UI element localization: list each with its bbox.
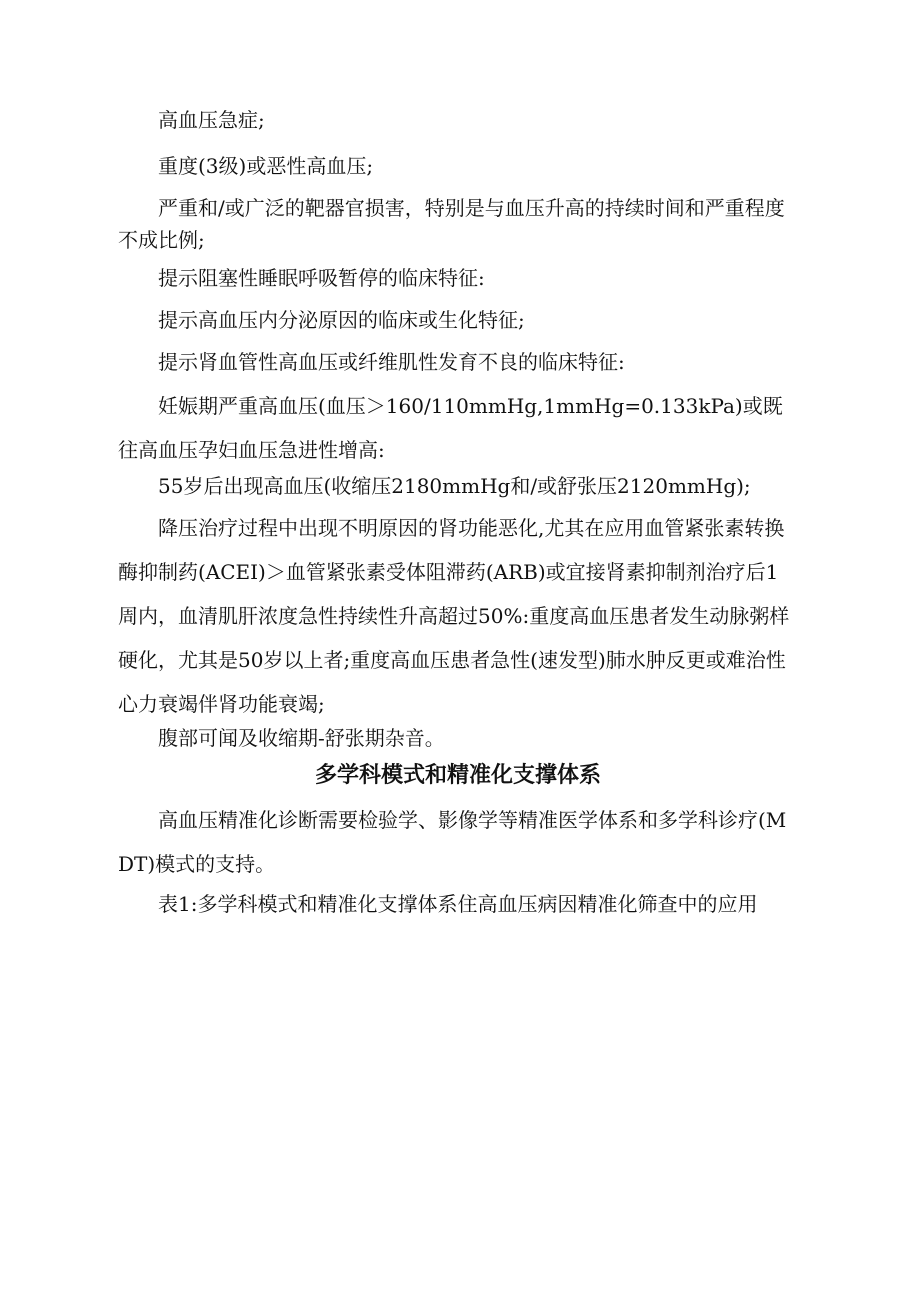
paragraph-renal-function: 降压治疗过程中出现不明原因的肾功能恶化,尤其在应用血管紧张素转换酶抑制药(ACEI)＞血管紧张素受体阻滞药(ARB)或宜接肾素抑制剂治疗后1周内，血清肌肝浓度急性持续性升高超过50%:重度高血压患者发生动脉粥样硬化，尤其是50岁以上者;重度高血压患者急性(速发型)肺水肿反更或难治性心力衰竭伴肾功能衰竭; [118, 516, 790, 716]
paragraph-age-onset: 55岁后出现高血压(收缩压2180mmHg和/或舒张压2120mmHg); [158, 474, 751, 498]
paragraph-hypertensive-emergency: 高血压急症; [158, 108, 265, 132]
paragraph-sleep-apnea: 提示阻塞性睡眠呼吸暂停的临床特征: [158, 266, 485, 290]
table-caption: 表1:多学科模式和精准化支撑体系住高血压病因精准化筛查中的应用 [158, 892, 758, 916]
paragraph-endocrine-causes: 提示高血压内分泌原因的临床或生化特征; [158, 308, 525, 332]
paragraph-mdt-support: 高血压精准化诊断需要检验学、影像学等精准医学体系和多学科诊疗(MDT)模式的支持。 [118, 808, 787, 876]
paragraph-target-organ-damage: 严重和/或广泛的靶器官损害，特别是与血压升高的持续时间和严重程度不成比例; [118, 196, 785, 252]
section-heading: 多学科模式和精准化支撑体系 [314, 763, 601, 788]
paragraph-severe-hypertension: 重度(3级)或恶性高血压; [158, 154, 374, 178]
paragraph-abdominal-bruit: 腹部可闻及收缩期-舒张期杂音。 [158, 726, 445, 750]
paragraph-pregnancy: 妊娠期严重高血压(血压＞160/110mmHg,1mmHg=0.133kPa)或既往高血压孕妇血压急进性增高: [118, 394, 783, 462]
paragraph-renovascular: 提示肾血管性高血压或纤维肌性发育不良的临床特征: [158, 350, 625, 374]
